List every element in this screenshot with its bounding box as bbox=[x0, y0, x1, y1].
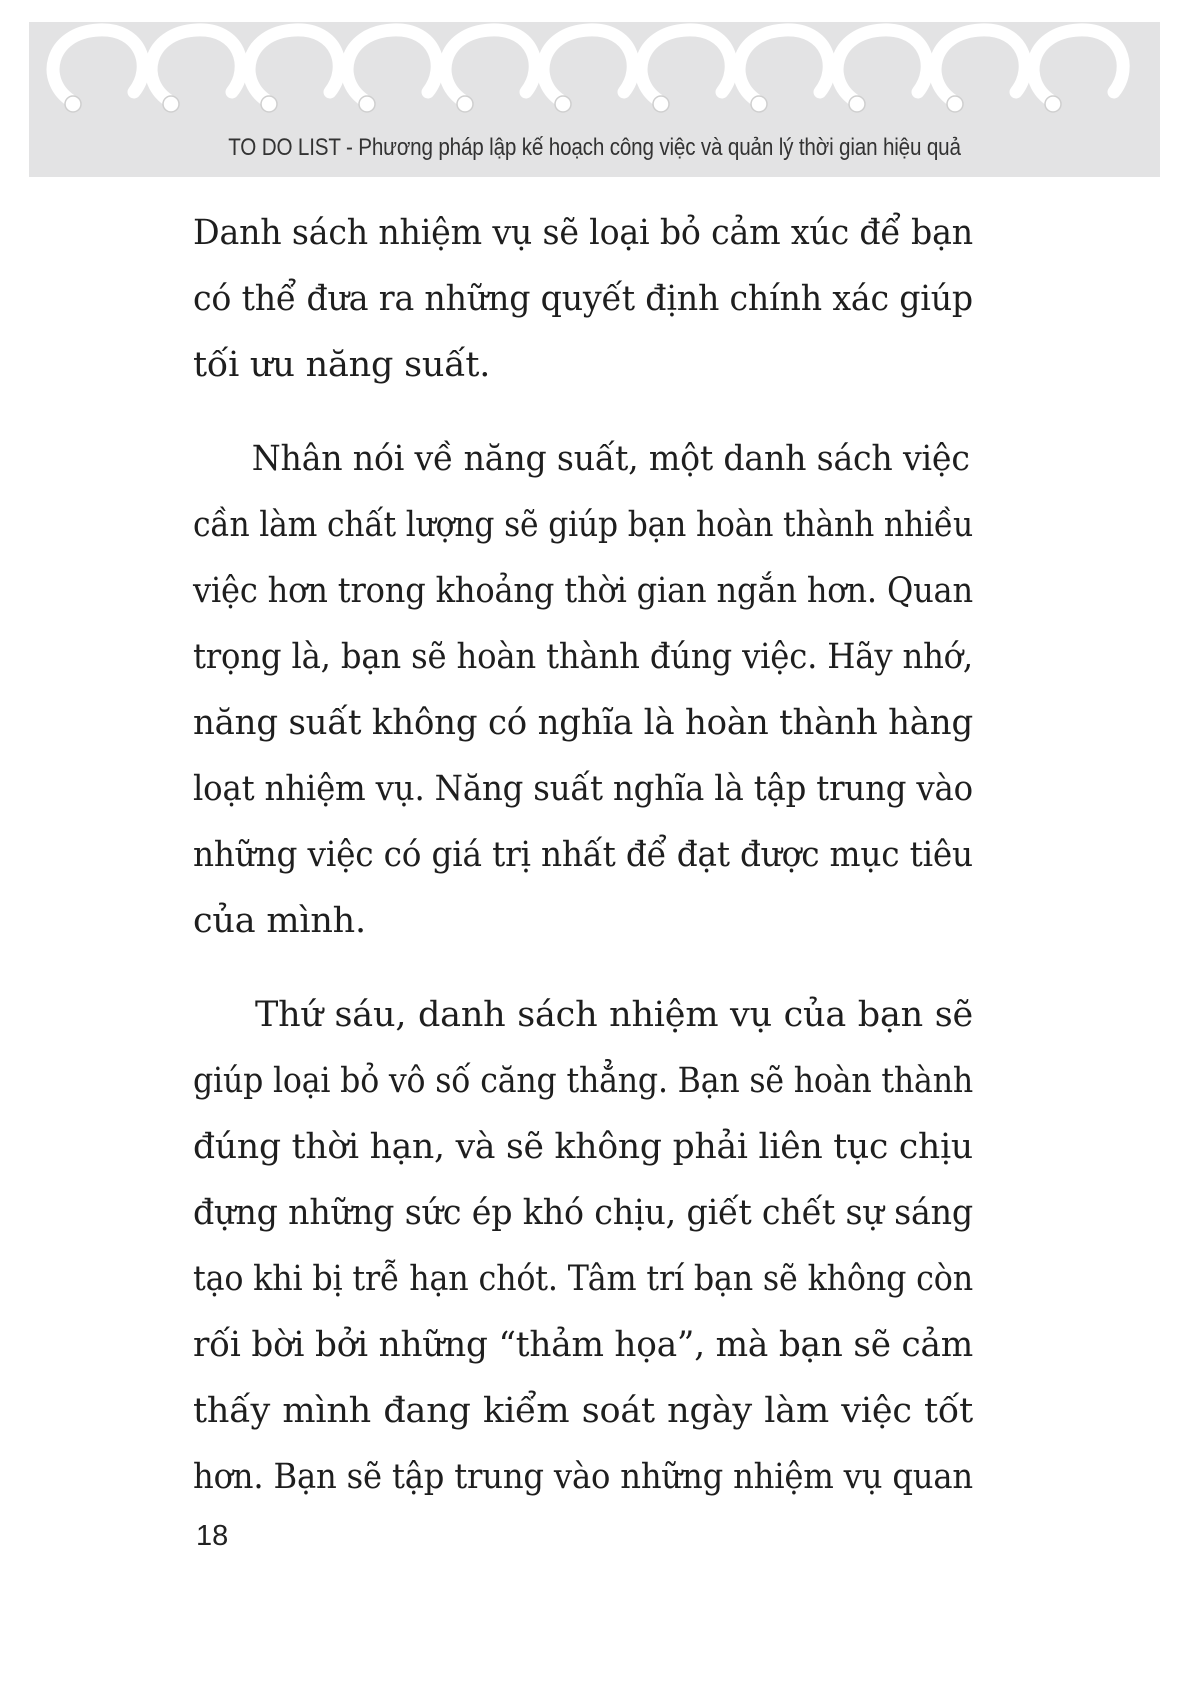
paragraph-2 bbox=[193, 426, 973, 954]
text-line: thấy mình đang kiểm soát ngày làm việc tốt bbox=[193, 1391, 973, 1431]
page-body bbox=[193, 200, 973, 1510]
text-line: giúp loại bỏ vô số căng thẳng. Bạn sẽ hoàn thành bbox=[193, 1061, 974, 1101]
text-line: rối bời bởi những “thảm họa”, mà bạn sẽ cảm bbox=[193, 1325, 973, 1365]
text-line: trọng là, bạn sẽ hoàn thành đúng việc. Hãy nhớ, bbox=[193, 637, 974, 677]
page-number: 18 bbox=[196, 1520, 229, 1552]
text-line: Danh sách nhiệm vụ sẽ loại bỏ cảm xúc để bạn bbox=[193, 213, 973, 253]
paragraph-1 bbox=[193, 200, 973, 398]
text-line: năng suất không có nghĩa là hoàn thành hàng bbox=[193, 703, 973, 743]
text-line: đựng những sức ép khó chịu, giết chết sự sáng bbox=[193, 1193, 974, 1233]
spiral-binding-rings bbox=[29, 22, 1160, 142]
running-header-title: TO DO LIST - Phương pháp lập kế hoạch công việc và quản lý thời gian hiệu quả bbox=[228, 134, 961, 161]
text-line: Nhân nói về năng suất, một danh sách việc bbox=[251, 439, 970, 479]
text-line: hơn. Bạn sẽ tập trung vào những nhiệm vụ quan bbox=[193, 1457, 973, 1497]
text-line: Thứ sáu, danh sách nhiệm vụ của bạn sẽ bbox=[255, 995, 973, 1035]
text-line: có thể đưa ra những quyết định chính xác giúp bbox=[193, 279, 974, 319]
text-line: việc hơn trong khoảng thời gian ngắn hơn. Quan bbox=[193, 571, 973, 611]
page-header bbox=[29, 22, 1160, 177]
text-line: tối ưu năng suất. bbox=[193, 345, 491, 385]
text-line: loạt nhiệm vụ. Năng suất nghĩa là tập trung vào bbox=[193, 769, 973, 809]
text-line: cần làm chất lượng sẽ giúp bạn hoàn thành nhiều bbox=[193, 505, 973, 545]
text-line: tạo khi bị trễ hạn chót. Tâm trí bạn sẽ không còn bbox=[193, 1259, 973, 1299]
text-line: đúng thời hạn, và sẽ không phải liên tục chịu bbox=[193, 1127, 973, 1167]
text-line: của mình. bbox=[193, 901, 366, 941]
paragraph-3 bbox=[193, 982, 973, 1510]
text-line: những việc có giá trị nhất để đạt được mục tiêu bbox=[193, 835, 973, 875]
